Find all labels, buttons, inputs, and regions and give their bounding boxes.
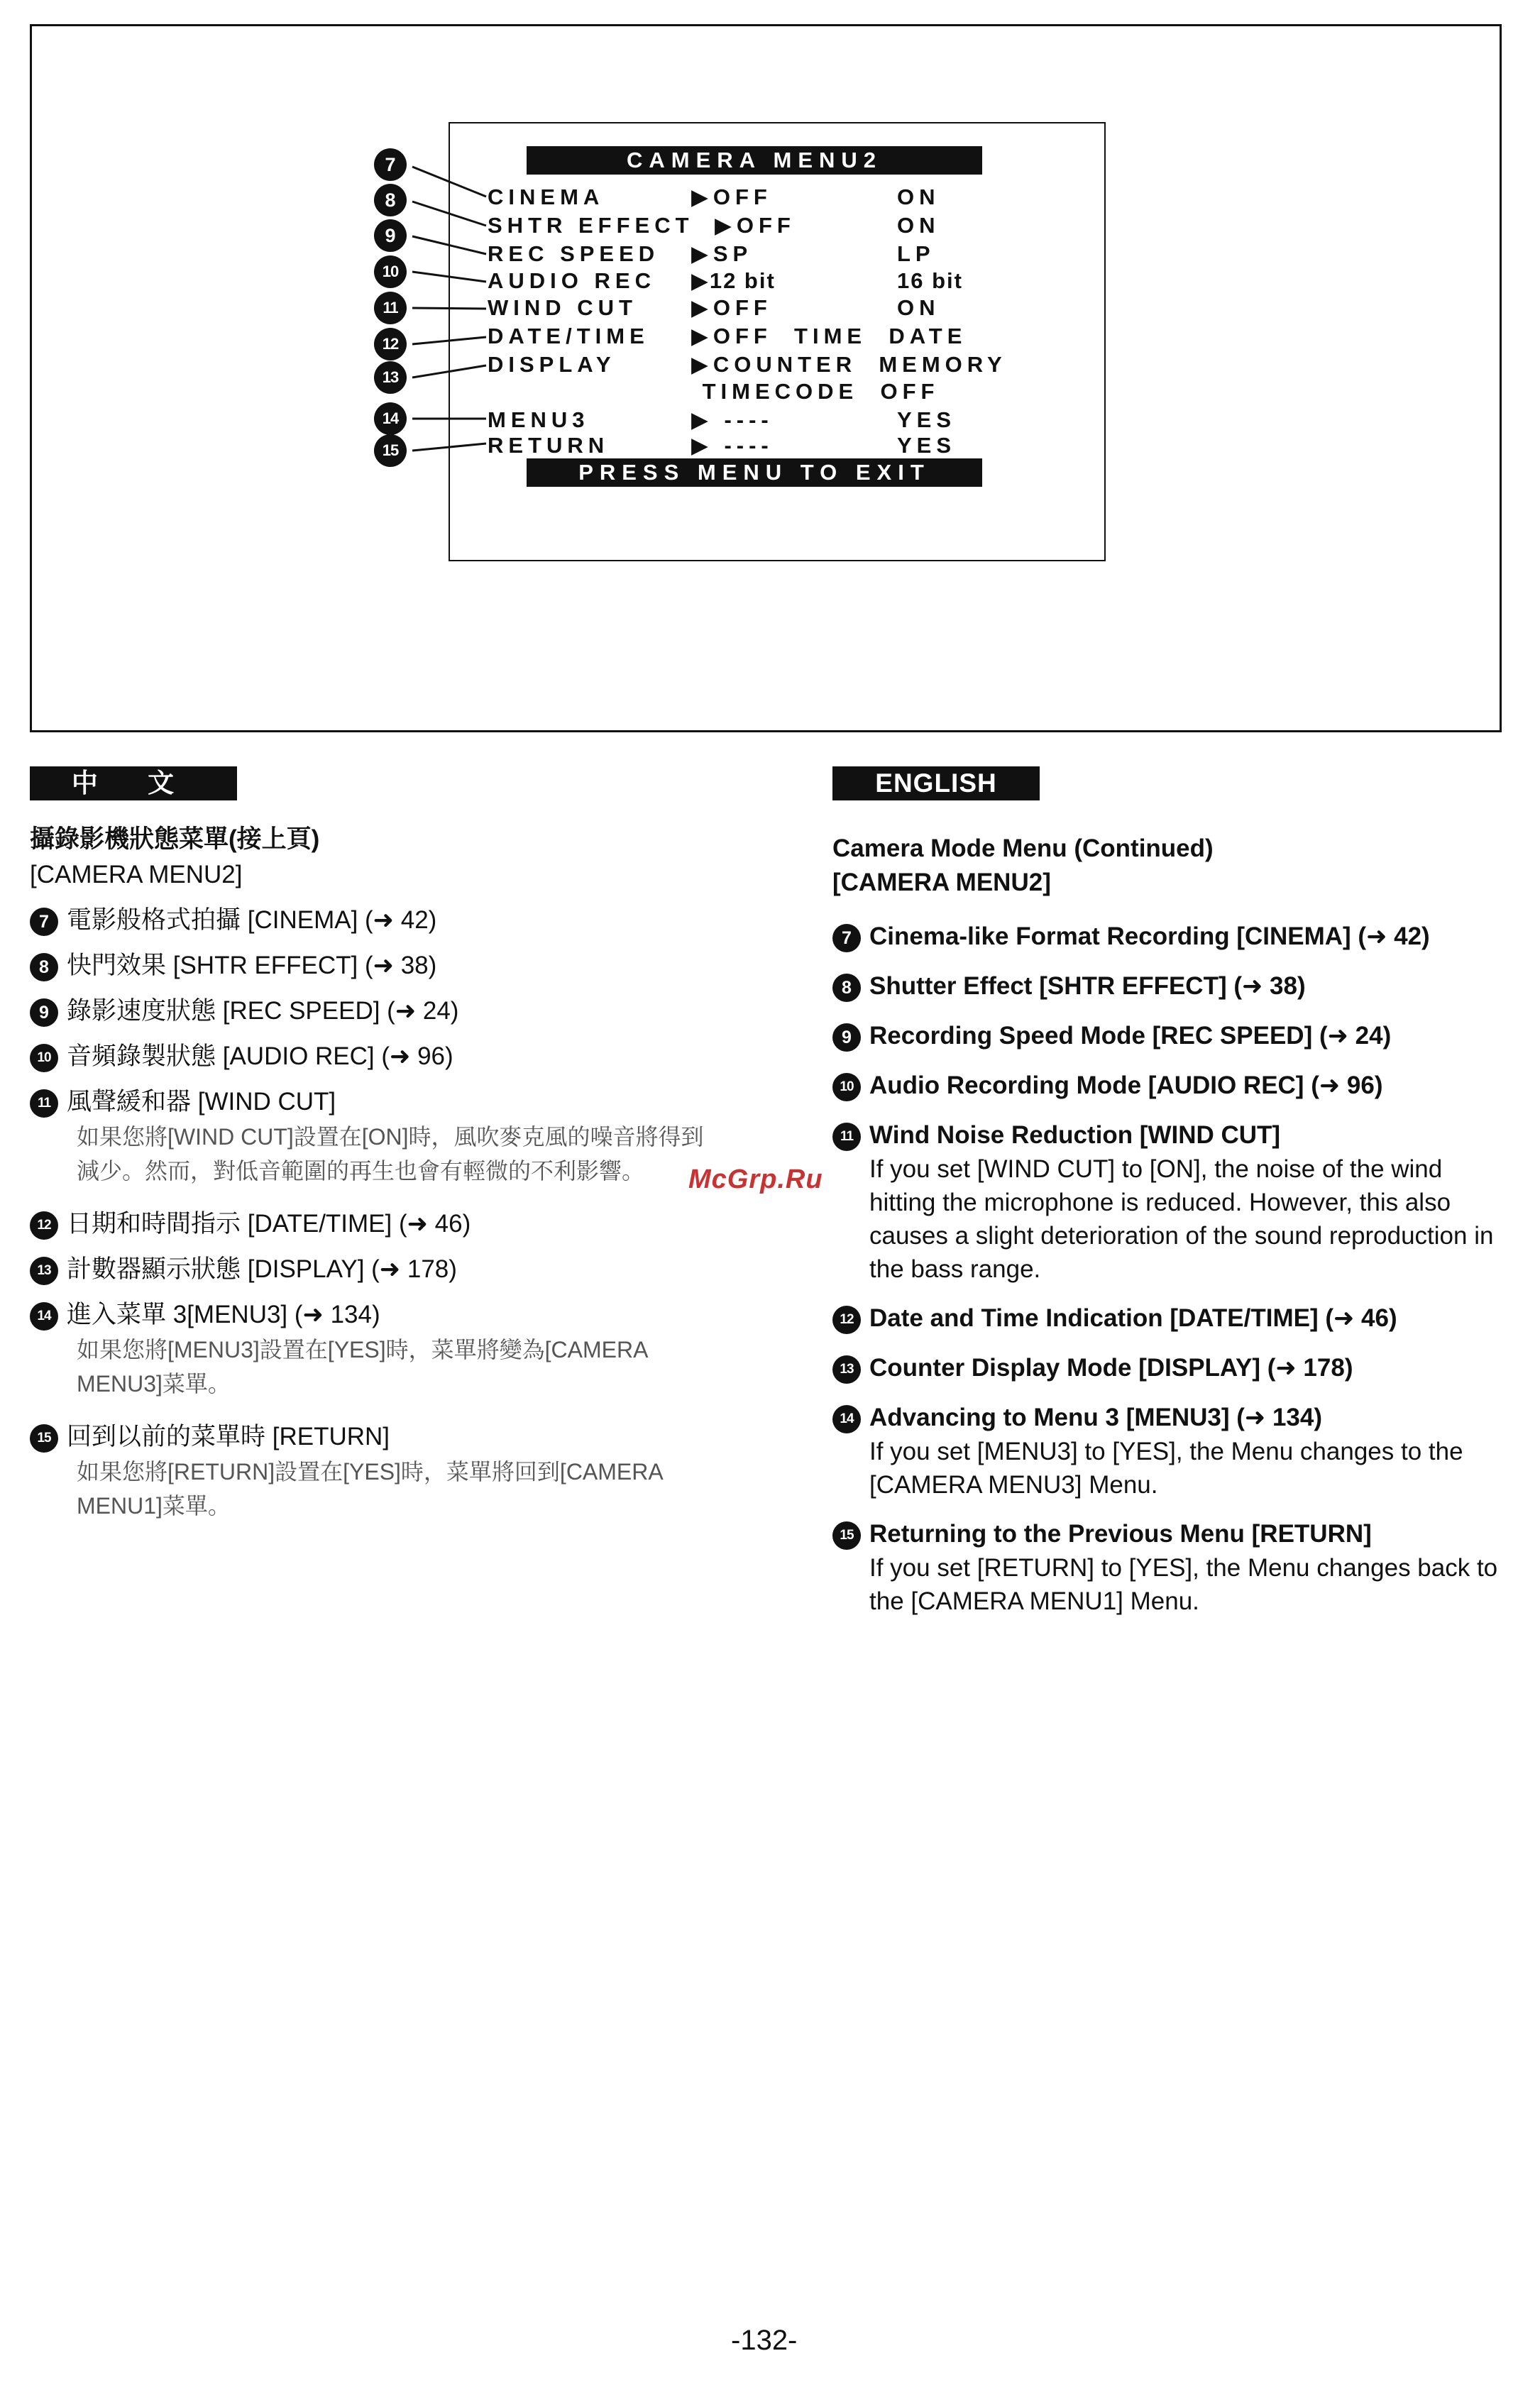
en-item-title: Recording Speed Mode [REC SPEED] (➜ 24) [869,1022,1392,1050]
zh-item-15 [30,1419,782,1523]
zh-item-title: 錄影速度狀態 [REC SPEED] (➜ 24) [67,997,459,1025]
callout-15: 15 [374,434,407,467]
callout-13: 13 [374,361,407,394]
item-number-badge: 7 [30,908,58,936]
zh-item-title: 進入菜單 3[MENU3] (➜ 134) [67,1301,380,1328]
menu-row-current: ▶OFF [691,295,772,320]
page-number: -132- [731,2325,798,2356]
item-number-badge: 15 [30,1424,58,1453]
menu-row-label: AUDIO REC [488,268,656,293]
item-number-badge: 10 [30,1044,58,1072]
english-column [832,832,1514,1618]
menu-screen [449,122,1106,561]
zh-item-title: 快門效果 [SHTR EFFECT] (➜ 38) [67,952,437,979]
menu-row-alt: ON [897,295,940,320]
item-number-badge: 10 [832,1073,861,1101]
menu-row-current: ▶ ---- [691,407,774,432]
item-number-badge: 9 [30,998,58,1027]
menu-row-alt: ON [897,185,940,209]
en-item-title: Wind Noise Reduction [WIND CUT] [869,1121,1281,1149]
menu-row-label: WIND CUT [488,295,637,320]
zh-item-title: 風聲緩和器 [WIND CUT] [67,1088,336,1116]
item-number-badge: 8 [832,974,861,1002]
item-number-badge: 13 [832,1355,861,1384]
zh-item-title: 電影般格式拍攝 [CINEMA] (➜ 42) [67,906,437,934]
en-item-title: Cinema-like Format Recording [CINEMA] (➜ 42) [869,923,1430,950]
en-item-9 [832,1019,1514,1053]
menu-row-alt: 16 bit [897,268,963,293]
menu-row-date-time [488,322,967,351]
zh-item-7 [30,903,782,938]
zh-item-title: 回到以前的菜單時 [RETURN] [67,1423,390,1450]
en-item-description: If you set [RETURN] to [YES], the Menu changes back to the [CAMERA MENU1] Menu. [869,1554,1498,1615]
en-item-title: Advancing to Menu 3 [MENU3] (➜ 134) [869,1404,1322,1431]
item-number-badge: 9 [832,1023,861,1052]
item-number-badge: 14 [30,1302,58,1331]
watermark-text: McGrp.Ru [688,1164,823,1194]
en-item-12 [832,1301,1514,1336]
zh-item-10 [30,1039,782,1074]
menu-row-current: ▶OFF [691,185,772,209]
menu-row-alt: LP [897,241,935,266]
menu-row-menu3 [488,406,957,434]
zh-item-description: 如果您將[MENU3]設置在[YES]時，菜單將變為[CAMERA MENU3]菜單。 [77,1337,647,1397]
menu-footer: PRESS MENU TO EXIT [527,458,982,487]
menu-row-alt: YES [897,407,957,432]
en-item-title: Audio Recording Mode [AUDIO REC] (➜ 96) [869,1072,1383,1099]
item-number-badge: 12 [30,1211,58,1240]
item-number-badge: 14 [832,1405,861,1433]
en-item-8 [832,969,1514,1003]
en-item-title: Counter Display Mode [DISPLAY] (➜ 178) [869,1354,1353,1382]
menu-row-label: REC SPEED [488,241,660,266]
menu-row-current: ▶COUNTER MEMORY [691,352,1007,377]
zh-item-title: 計數器顯示狀態 [DISPLAY] (➜ 178) [67,1255,457,1283]
menu-row-label: DISPLAY [488,352,616,377]
en-title-line1: Camera Mode Menu (Continued) [832,835,1214,862]
item-number-badge: 8 [30,953,58,981]
menu-row-display [488,351,1007,379]
zh-item-13 [30,1252,782,1287]
english-section-heading: ENGLISH [832,766,1040,800]
en-item-11 [832,1118,1514,1286]
en-item-title: Returning to the Previous Menu [RETURN] [869,1520,1372,1548]
menu-row-current: ▶SP [691,241,753,266]
menu-row-label: SHTR EFFECT [488,213,694,238]
en-item-7 [832,920,1514,954]
callout-8: 8 [374,184,407,216]
callout-7: 7 [374,148,407,181]
zh-item-12 [30,1206,782,1242]
en-item-description: If you set [MENU3] to [YES], the Menu changes to the [CAMERA MENU3] Menu. [869,1438,1463,1499]
menu-row-wind-cut [488,294,940,322]
zh-item-11 [30,1084,782,1188]
item-number-badge: 11 [832,1123,861,1151]
item-number-badge: 11 [30,1089,58,1118]
item-number-badge: 15 [832,1521,861,1550]
callout-12: 12 [374,328,407,360]
menu-diagram [30,24,1502,732]
zh-item-title: 日期和時間指示 [DATE/TIME] (➜ 46) [67,1210,471,1238]
zh-item-description: 如果您將[WIND CUT]設置在[ON]時，風吹麥克風的噪音將得到減少。然而，對低音範圍的再生也會有輕微的不利影響。 [77,1124,704,1184]
en-item-14 [832,1401,1514,1502]
menu-row-label: DATE/TIME [488,324,649,348]
callout-9: 9 [374,219,407,252]
zh-item-14 [30,1297,782,1401]
zh-title: 攝錄影機狀態菜單(接上頁) [30,825,320,853]
menu-row-shtr-effect [488,211,940,240]
callout-10: 10 [374,255,407,288]
en-title-line2: [CAMERA MENU2] [832,869,1051,896]
chinese-column [30,822,782,1523]
menu-row-label: MENU3 [488,407,590,432]
menu-row-current: TIMECODE OFF [691,379,940,404]
zh-subtitle: [CAMERA MENU2] [30,861,243,888]
zh-item-9 [30,993,782,1029]
menu-row-display-cont [488,378,940,406]
callout-11: 11 [374,292,407,324]
item-number-badge: 12 [832,1306,861,1334]
en-item-15 [832,1517,1514,1618]
zh-item-description: 如果您將[RETURN]設置在[YES]時，菜單將回到[CAMERA MENU1]菜單。 [77,1459,662,1519]
menu-row-return [488,431,957,460]
menu-row-alt: YES [897,433,957,458]
item-number-badge: 13 [30,1257,58,1285]
menu-row-alt: ON [897,213,940,238]
item-number-badge: 7 [832,924,861,952]
en-item-title: Shutter Effect [SHTR EFFECT] (➜ 38) [869,972,1306,1000]
en-item-10 [832,1069,1514,1103]
chinese-section-heading: 中 文 [30,766,237,800]
callout-14: 14 [374,402,407,435]
menu-row-rec-speed [488,240,935,268]
zh-item-title: 音頻錄製狀態 [AUDIO REC] (➜ 96) [67,1042,453,1070]
en-item-13 [832,1351,1514,1385]
menu-row-current: ▶OFF TIME DATE [691,324,967,348]
menu-row-current: ▶12 bit [691,268,776,293]
menu-title: CAMERA MENU2 [527,146,982,175]
menu-row-audio-rec [488,267,963,295]
menu-row-label: RETURN [488,433,610,458]
menu-row-label: CINEMA [488,185,605,209]
menu-row-cinema [488,183,940,211]
zh-item-8 [30,948,782,984]
menu-row-current: ▶ ---- [691,433,774,458]
en-item-title: Date and Time Indication [DATE/TIME] (➜ 46) [869,1304,1397,1332]
en-item-description: If you set [WIND CUT] to [ON], the noise of the wind hitting the microphone is reduced. However, this also causes a slight deterioration of the sound reproduction in the bass range. [869,1155,1494,1283]
menu-row-current: ▶OFF [715,213,796,238]
